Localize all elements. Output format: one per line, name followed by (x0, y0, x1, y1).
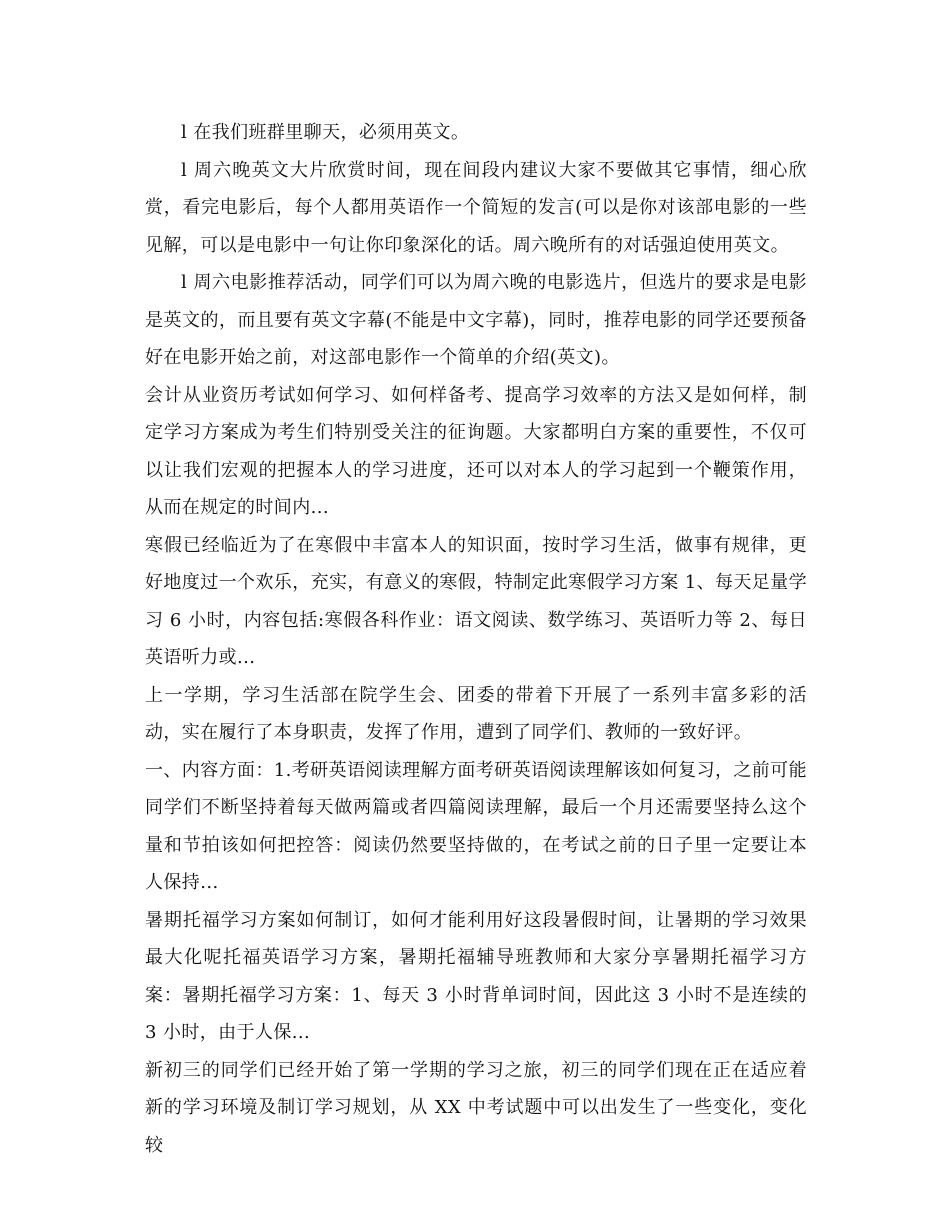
paragraph-junior-three: 新初三的同学们已经开始了第一学期的学习之旅，初三的同学们现在正在适应着新的学习环境及制订学习规划，从 XX 中考试题中可以出发生了一些变化，变化较 (145, 1059, 807, 1156)
document-body (145, 114, 807, 1164)
paragraph-accounting-exam: 会计从业资历考试如何学习、如何样备考、提高学习效率的方法又是如何样，制定学习方案成为考生们特别受关注的征询题。大家都明白方案的重要性，不仅可以让我们宏观的把握本人的学习进度，还可以对本人的学习起到一个鞭策作用，从而在规定的时间内... (145, 384, 807, 518)
paragraph-saturday-movie-time: l 周六晚英文大片欣赏时间，现在间段内建议大家不要做其它事情，细心欣赏，看完电影后，每个人都用英语作一个简短的发言(可以是你对该部电影的一些见解，可以是电影中一句让你印象深化的话。周六晚所有的对话强迫使用英文。 (145, 159, 807, 256)
paragraph-movie-recommendation: l 周六电影推荐活动，同学们可以为周六晚的电影选片，但选片的要求是电影是英文的，而且要有英文字幕(不能是中文字幕)，同时，推荐电影的同学还要预备好在电影开始之前，对这部电影作一个简单的介绍(英文)。 (145, 272, 807, 368)
paragraph-study-department: 上一学期，学习生活部在院学生会、团委的带着下开展了一系列丰富多彩的活动，实在履行了本身职责，发挥了作用，遭到了同学们、教师的一致好评。 (145, 684, 807, 743)
paragraph-english-chat-rule: l 在我们班群里聊天，必须用英文。 (181, 122, 470, 143)
paragraph-postgraduate-english: 一、内容方面：1.考研英语阅读理解方面考研英语阅读理解该如何复习，之前可能同学们不断坚持着每天做两篇或者四篇阅读理解，最后一个月还需要坚持么这个量和节拍该如何把控答：阅读仍然要坚持做的，在考试之前的日子里一定要让本人保持... (145, 759, 807, 893)
paragraph-winter-vacation-plan: 寒假已经临近为了在寒假中丰富本人的知识面，按时学习生活，做事有规律，更好地度过一个欢乐，充实，有意义的寒假，特制定此寒假学习方案 1、每天足量学习 6 小时，内容包括:寒假各科作业：语文阅读、数学练习、英语听力等 2、每日英语听力或... (145, 534, 807, 668)
paragraph-toefl-summer-plan: 暑期托福学习方案如何制订，如何才能利用好这段暑假时间，让暑期的学习效果最大化呢托福英语学习方案，暑期托福辅导班教师和大家分享暑期托福学习方案：暑期托福学习方案：1、每天 3 小时背单词时间，因此这 3 小时不是连续的 3 小时，由于人保... (145, 909, 807, 1043)
